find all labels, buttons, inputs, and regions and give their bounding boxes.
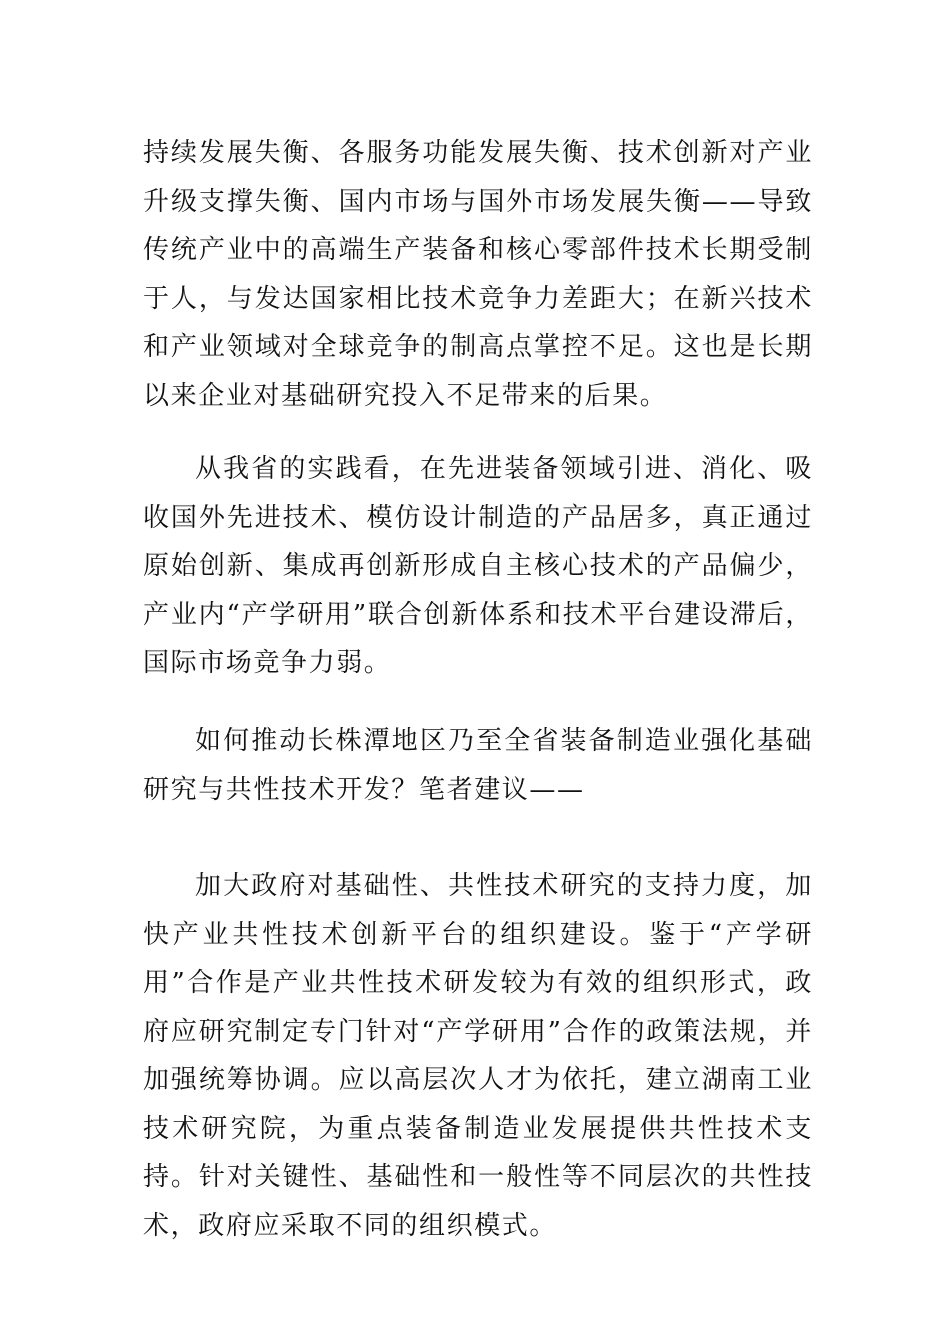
paragraph-1: 持续发展失衡、各服务功能发展失衡、技术创新对产业升级支撑失衡、国内市场与国外市场发展失衡——导致传统产业中的高端生产装备和核心零部件技术长期受制于人，与发达国家相比技术竞争力差距大；在新兴技术和产业领域对全球竞争的制高点掌控不足。这也是长期以来企业对基础研究投入不足带来的后果。: [143, 138, 813, 411]
paragraph-4: 加大政府对基础性、共性技术研究的支持力度，加快产业共性技术创新平台的组织建设。鉴于“产学研用”合作是产业共性技术研发较为有效的组织形式，政府应研究制定专门针对“产学研用”合作的政策法规，并加强统筹协调。应以高层次人才为依托，建立湖南工业技术研究院，为重点装备制造业发展提供共性技术支持。针对关键性、基础性和一般性等不同层次的共性技术，政府应采取不同的组织模式。: [143, 871, 813, 1241]
paragraph-3: 如何推动长株潭地区乃至全省装备制造业强化基础研究与共性技术开发？笔者建议——: [143, 726, 813, 805]
paragraph-2: 从我省的实践看，在先进装备领域引进、消化、吸收国外先进技术、模仿设计制造的产品居多，真正通过原始创新、集成再创新形成自主核心技术的产品偏少，产业内“产学研用”联合创新体系和技术平台建设滞后，国际市场竞争力弱。: [143, 454, 813, 678]
